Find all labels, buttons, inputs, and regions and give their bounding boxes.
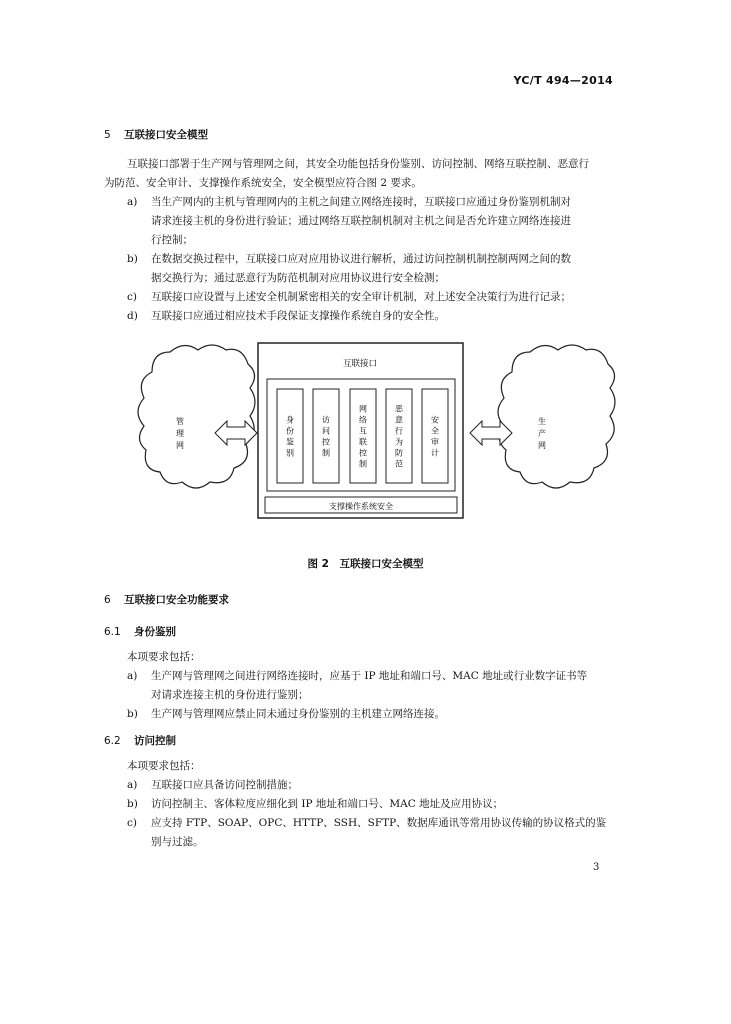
list-text-line: 对请求连接主机的身份进行鉴别；	[151, 689, 309, 701]
module-label-char: 鉴	[286, 437, 294, 447]
module-label-char: 份	[286, 426, 294, 436]
list-marker: a)	[127, 779, 138, 791]
module-label-char: 意	[395, 415, 403, 425]
section-title: 互联接口安全功能要求	[124, 594, 229, 606]
production-network-cloud	[498, 345, 615, 488]
figure-caption: 图 2 互联接口安全模型	[307, 558, 424, 570]
module-label-char: 防	[395, 448, 403, 458]
list-text-line: 生产网与管理网应禁止同未通过身份鉴别的主机建立网络连接。	[151, 708, 445, 720]
left-cloud-char: 理	[176, 429, 184, 438]
section-number: 6.2	[104, 735, 121, 747]
module-label-char: 制	[359, 459, 367, 469]
right-cloud-char: 生	[538, 417, 546, 426]
list-text-line: 据交换行为；通过恶意行为防范机制对应用协议进行安全检测；	[151, 272, 445, 284]
list-text-line: 别与过滤。	[151, 836, 204, 848]
module-label-char: 控	[322, 437, 330, 447]
list-text-line: 互联接口应通过相应技术手段保证支撑操作系统自身的安全性。	[151, 310, 445, 322]
section-6-2-intro: 本项要求包括：	[127, 760, 201, 772]
section-title: 互联接口安全模型	[124, 129, 208, 141]
management-network-cloud	[138, 345, 255, 488]
right-double-arrow	[470, 421, 512, 445]
list-marker: a)	[127, 670, 138, 682]
module-box	[313, 389, 339, 483]
module-label-char: 恶	[395, 404, 403, 414]
list-text-line: 生产网与管理网之间进行网络连接时，应基于 IP 地址和端口号、MAC 地址或行业数字证书等	[151, 670, 588, 682]
section-number: 5	[104, 129, 111, 141]
list-marker: b)	[127, 798, 138, 810]
module-label-char: 制	[322, 448, 330, 458]
list-marker: d)	[127, 310, 138, 322]
module-box	[422, 389, 448, 483]
module-label-char: 身	[286, 415, 294, 425]
module-label-char: 范	[395, 459, 403, 469]
list-text-line: 访问控制主、客体粒度应细化到 IP 地址和端口号、MAC 地址及应用协议；	[151, 798, 504, 810]
section-number: 6.1	[104, 626, 121, 638]
list-marker: b)	[127, 253, 138, 265]
section-6-1-heading	[104, 624, 176, 639]
list-text-line: 行控制；	[151, 234, 193, 246]
section-5-intro-line-1: 互联接口部署于生产网与管理网之间，其安全功能包括身份鉴别、访问控制、网络互联控制、恶意行	[127, 158, 589, 170]
left-cloud-char: 管	[176, 417, 184, 426]
module-label-char: 联	[359, 437, 367, 447]
list-marker: c)	[127, 817, 137, 829]
interface-title: 互联接口	[342, 359, 378, 369]
section-6-2-heading	[104, 733, 176, 748]
section-number: 6	[104, 594, 111, 606]
module-label-char: 访	[322, 415, 330, 425]
left-double-arrow	[215, 421, 257, 445]
list-text-line: 应支持 FTP、SOAP、OPC、HTTP、SSH、SFTP、数据库通讯等常用协议传输的协议格式的鉴	[151, 817, 607, 829]
standard-code: YC/T 494—2014	[513, 74, 613, 87]
module-label-char: 安	[431, 415, 439, 425]
module-label-char: 审	[431, 437, 439, 447]
list-text-line: 互联接口应具备访问控制措施；	[151, 779, 298, 791]
right-cloud-char: 产	[538, 429, 546, 438]
module-box	[386, 389, 412, 483]
module-label-char: 互	[359, 426, 367, 436]
list-marker: a)	[127, 196, 138, 208]
left-cloud-char: 网	[176, 441, 184, 450]
page-number: 3	[593, 862, 600, 873]
section-6-1-intro: 本项要求包括：	[127, 651, 201, 663]
section-title: 访问控制	[134, 735, 176, 747]
list-marker: b)	[127, 708, 138, 720]
list-text-line: 当生产网内的主机与管理网内的主机之间建立网络连接时，互联接口应通过身份鉴别机制对	[151, 196, 571, 208]
list-text-line: 互联接口应设置与上述安全机制紧密相关的安全审计机制，对上述安全决策行为进行记录；	[151, 291, 571, 303]
module-box	[350, 389, 376, 483]
section-title: 身份鉴别	[134, 626, 176, 638]
module-label-char: 问	[322, 426, 330, 436]
section-5-intro-line-2: 为防范、安全审计、支撑操作系统安全，安全模型应符合图 2 要求。	[104, 177, 422, 189]
module-box	[277, 389, 303, 483]
module-label-char: 为	[395, 437, 403, 447]
module-label-char: 络	[359, 415, 367, 425]
list-marker: c)	[127, 291, 137, 303]
module-label-char: 别	[286, 448, 294, 458]
module-label-char: 行	[395, 426, 403, 436]
section-6-heading	[104, 592, 229, 607]
list-text-line: 在数据交换过程中，互联接口应对应用协议进行解析，通过访问控制机制控制两网之间的数	[151, 253, 571, 265]
module-label-char: 控	[359, 448, 367, 458]
support-os-label: 支撑操作系统安全	[329, 502, 393, 511]
module-label-char: 计	[431, 448, 439, 458]
module-label-char: 网	[359, 404, 367, 414]
module-label-char: 全	[431, 426, 439, 436]
right-cloud-char: 网	[538, 441, 546, 450]
list-text-line: 请求连接主机的身份进行验证；通过网络互联控制机制对主机之间是否允许建立网络连接进	[151, 215, 571, 227]
